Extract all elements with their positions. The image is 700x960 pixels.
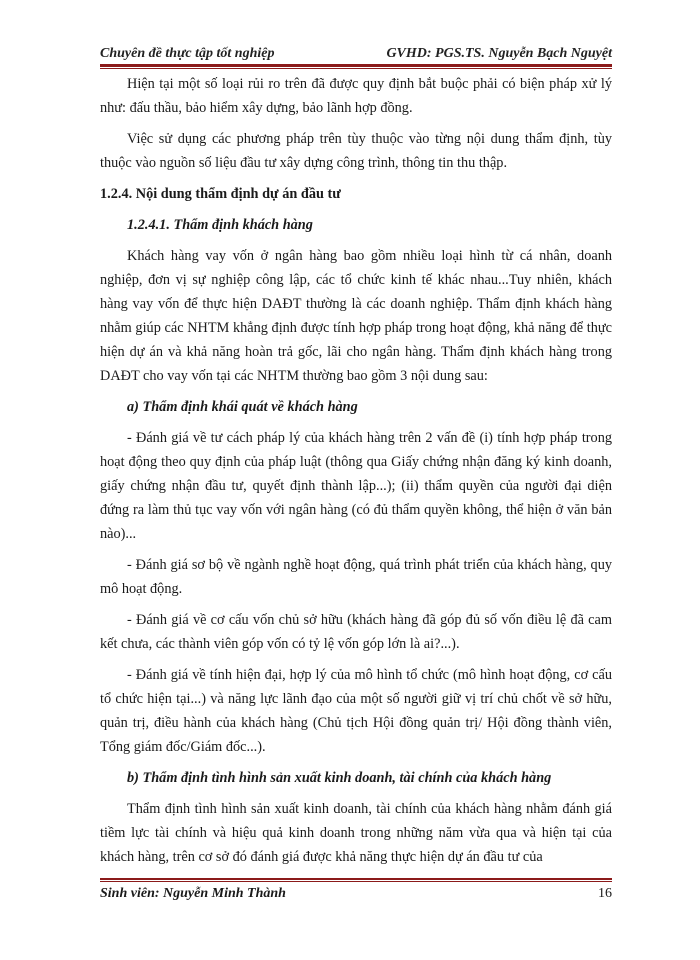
paragraph: Khách hàng vay vốn ở ngân hàng bao gồm nhiều loại hình từ cá nhân, doanh nghiệp, đơn vị sự nghiệp công lập, các tổ chức kinh tế khác nhau...Tuy nhiên, khách hàng vay vốn để thực hiện DAĐT thường là các doanh nghiệp. Thẩm định khách hàng nhằm giúp các NHTM khẳng định được tính hợp pháp trong hoạt động, khả năng để thực hiện dự án và khả năng hoàn trả gốc, lãi cho ngân hàng. Thẩm định khách hàng trong DAĐT cho vay vốn tại các NHTM thường bao gồm 3 nội dung sau: [100,248,612,384]
section-heading: 1.2.4. Nội dung thẩm định dự án đầu tư [100,186,341,202]
page-header [100,40,612,62]
page-footer [100,886,612,902]
paragraph: - Đánh giá sơ bộ về ngành nghề hoạt động, quá trình phát triển của khách hàng, quy mô hoạt động. [100,557,612,597]
page-number: 16 [598,886,612,901]
paragraph: Thẩm định tình hình sản xuất kinh doanh, tài chính của khách hàng nhằm đánh giá tiềm lực tài chính và hiệu quả kinh doanh trong những năm vừa qua và hiện tại của khách hàng, trên cơ sở đó đánh giá được khả năng thực hiện dự án đầu tư của [100,801,612,865]
header-rule-thin [100,68,612,69]
header-title: Chuyên đề thực tập tốt nghiệp [100,46,275,61]
page-body [100,72,612,876]
footer-student: Sinh viên: Nguyễn Minh Thành [100,886,286,901]
subsection-heading: b) Thẩm định tình hình sản xuất kinh doanh, tài chính của khách hàng [127,770,552,786]
footer-rule [100,878,612,880]
paragraph: - Đánh giá về cơ cấu vốn chủ sở hữu (khách hàng đã góp đủ số vốn điều lệ đã cam kết chưa, các thành viên góp vốn có tỷ lệ vốn góp lớn là ai?...). [100,612,612,652]
paragraph: Việc sử dụng các phương pháp trên tùy thuộc vào từng nội dung thẩm định, tùy thuộc vào nguồn số liệu đầu tư xây dựng công trình, thông tin thu thập. [100,131,612,171]
paragraph: Hiện tại một số loại rủi ro trên đã được quy định bắt buộc phải có biện pháp xử lý như: đấu thầu, bảo hiểm xây dựng, bảo lãnh hợp đồng. [100,76,612,116]
footer-rule-thin [100,881,612,882]
subsection-heading: a) Thẩm định khái quát về khách hàng [127,399,358,415]
header-rule [100,64,612,67]
header-advisor: GVHD: PGS.TS. Nguyễn Bạch Nguyệt [386,46,612,61]
paragraph: - Đánh giá về tư cách pháp lý của khách hàng trên 2 vấn đề (i) tính hợp pháp trong hoạt động theo quy định của pháp luật (thông qua Giấy chứng nhận đăng ký kinh doanh, giấy chứng nhận đầu tư, quyết định thành lập...); (ii) thẩm quyền của người đại diện đứng ra làm thủ tục vay vốn với ngân hàng (có đủ thẩm quyền không, thể hiện ở văn bản nào)... [100,430,612,542]
paragraph: - Đánh giá về tính hiện đại, hợp lý của mô hình tổ chức (mô hình hoạt động, cơ cấu tổ chức hiện tại...) và năng lực lãnh đạo của một số người giữ vị trí chủ chốt về sở hữu, quản trị, điều hành của khách hàng (Chủ tịch Hội đồng quản trị/ Hội đồng thành viên, Tổng giám đốc/Giám đốc...). [100,667,612,755]
subsection-heading: 1.2.4.1. Thẩm định khách hàng [127,217,313,233]
